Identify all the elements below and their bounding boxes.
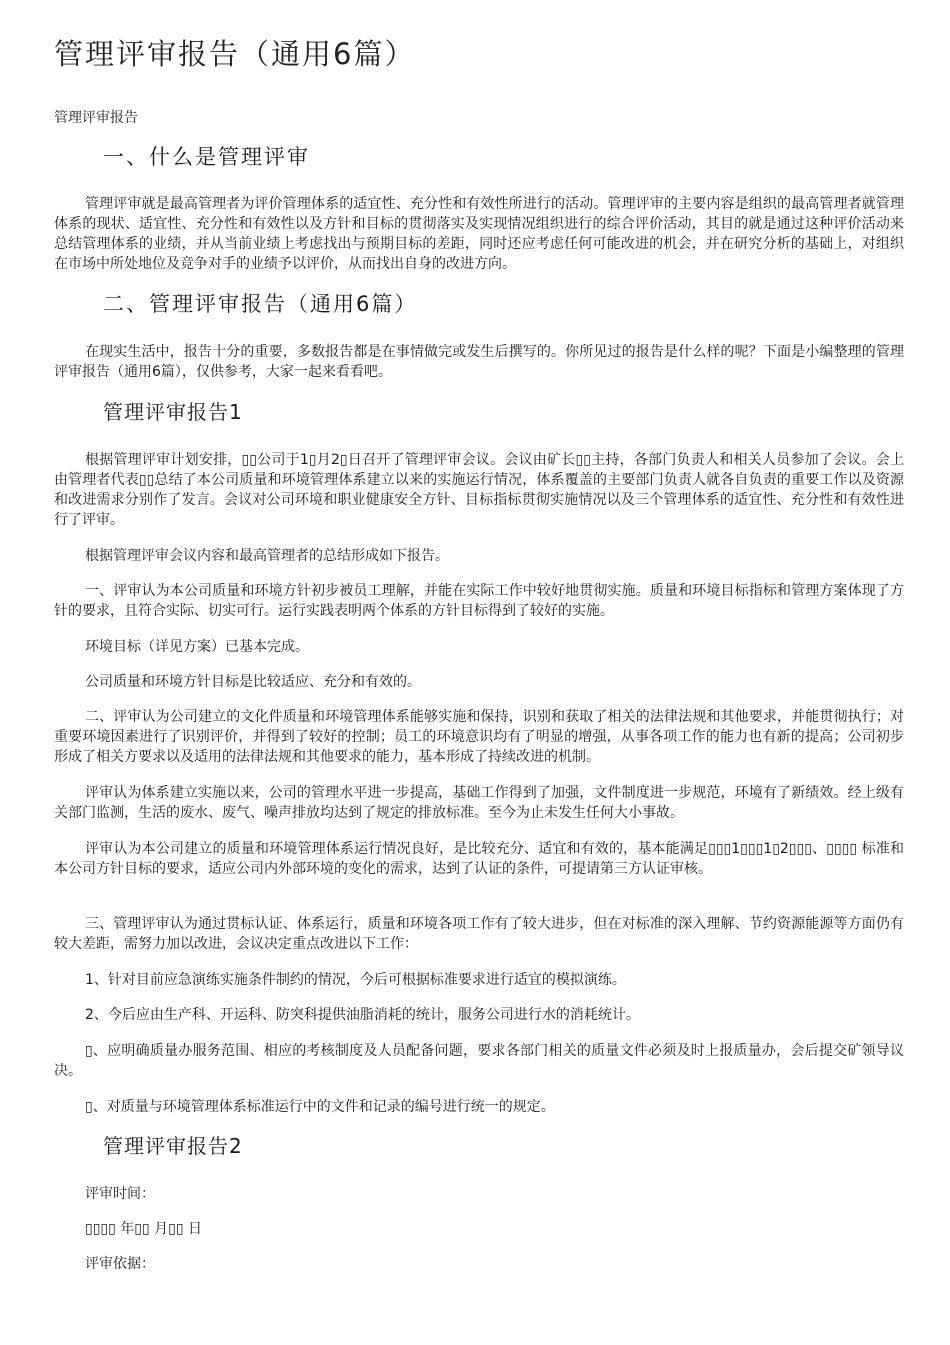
review-date: ▯▯▯▯ 年▯▯ 月▯▯ 日 bbox=[85, 1221, 202, 1237]
report2-heading: 管理评审报告2 bbox=[103, 1134, 243, 1158]
list-item: 2、今后应由生产科、开运科、防突科提供油脂消耗的统计，服务公司进行水的消耗统计。 bbox=[85, 1007, 640, 1023]
paragraph: 根据管理评审计划安排，▯▯公司于1▯月2▯日召开了管理评审会议。会议由矿长▯▯主持，各部门负责人和相关人员参加了会议。会上由管理者代表▯▯总结了本公司质量和环境管理体系建立以来的实施运行情况，体系覆盖的主要部门负责人就各自负责的重要工作以及资源和改进需求分别作了发言。会议对公司环境和职业健康安全方针、目标指标贯彻实施情况以及三个管理体系的适宜性、充分性和有效性进行了评审。 bbox=[54, 452, 904, 528]
section-heading-what-is-review: 一、什么是管理评审 bbox=[103, 145, 310, 169]
review-time-label: 评审时间： bbox=[85, 1186, 155, 1202]
list-item: ▯、对质量与环境管理体系标准运行中的文件和记录的编号进行统一的规定。 bbox=[85, 1099, 555, 1115]
review-basis-label: 评审依据： bbox=[85, 1256, 155, 1272]
paragraph: 在现实生活中，报告十分的重要，多数报告都是在事情做完或发生后撰写的。你所见过的报告是什么样的呢？下面是小编整理的管理评审报告（通用6篇），仅供参考，大家一起来看看吧。 bbox=[54, 344, 904, 380]
paragraph: 一、评审认为本公司质量和环境方针初步被员工理解，并能在实际工作中较好地贯彻实施。质量和环境目标指标和管理方案体现了方针的要求，且符合实际、切实可行。运行实践表明两个体系的方针目标得到了较好的实施。 bbox=[54, 583, 904, 619]
paragraph: 公司质量和环境方针目标是比较适应、充分和有效的。 bbox=[85, 674, 421, 690]
paragraph: 管理评审就是最高管理者为评价管理体系的适宜性、充分性和有效性所进行的活动。管理评审的主要内容是组织的最高管理者就管理体系的现状、适宜性、充分性和有效性以及方针和目标的贯彻落实及实现情况组织进行的综合评价活动，其目的就是通过这种评价活动来总结管理体系的业绩，并从当前业绩上考虑找出与预期目标的差距，同时还应考虑任何可能改进的机会，并在研究分析的基础上，对组织在市场中所处地位及竞争对手的业绩予以评价，从而找出自身的改进方向。 bbox=[54, 196, 904, 272]
list-item: 1、针对目前应急演练实施条件制约的情况，今后可根据标准要求进行适宜的模拟演练。 bbox=[85, 972, 626, 988]
report1-heading: 管理评审报告1 bbox=[103, 400, 243, 424]
paragraph: 评审认为体系建立实施以来，公司的管理水平进一步提高，基础工作得到了加强，文件制度进一步规范，环境有了新绩效。经上级有关部门监测，生活的废水、废气、噪声排放均达到了规定的排放标准。至今为止未发生任何大小事故。 bbox=[54, 785, 904, 821]
paragraph: 根据管理评审会议内容和最高管理者的总结形成如下报告。 bbox=[85, 548, 449, 564]
section-heading-report-collection: 二、管理评审报告（通用6篇） bbox=[103, 292, 418, 316]
paragraph: 二、评审认为公司建立的文化件质量和环境管理体系能够实施和保持，识别和获取了相关的法律法规和其他要求，并能贯彻执行；对重要环境因素进行了识别评价，并得到了较好的控制；员工的环境意识均有了明显的增强，从事各项工作的能力也有新的提高；公司初步形成了相关方要求以及适用的法律法规和其他要求的能力，基本形成了持续改进的机制。 bbox=[54, 709, 904, 765]
doc-subtitle: 管理评审报告 bbox=[54, 110, 138, 126]
paragraph: 评审认为本公司建立的质量和环境管理体系运行情况良好，是比较充分、适宜和有效的，基本能满足▯▯▯1▯▯▯1▯2▯▯▯、▯▯▯▯ 标准和本公司方针目标的要求，适应公司内外部环境的变化的需求，达到了认证的条件，可提请第三方认证审核。 bbox=[54, 841, 904, 877]
list-item: ▯、应明确质量办服务范围、相应的考核制度及人员配备问题，要求各部门相关的质量文件必须及时上报质量办，会后提交矿领导议决。 bbox=[54, 1043, 904, 1079]
paragraph: 环境目标（详见方案）已基本完成。 bbox=[85, 639, 309, 655]
page-title: 管理评审报告（通用6篇） bbox=[54, 37, 416, 71]
paragraph: 三、管理评审认为通过贯标认证、体系运行，质量和环境各项工作有了较大进步，但在对标准的深入理解、节约资源能源等方面仍有较大差距，需努力加以改进，会议决定重点改进以下工作： bbox=[54, 916, 904, 952]
